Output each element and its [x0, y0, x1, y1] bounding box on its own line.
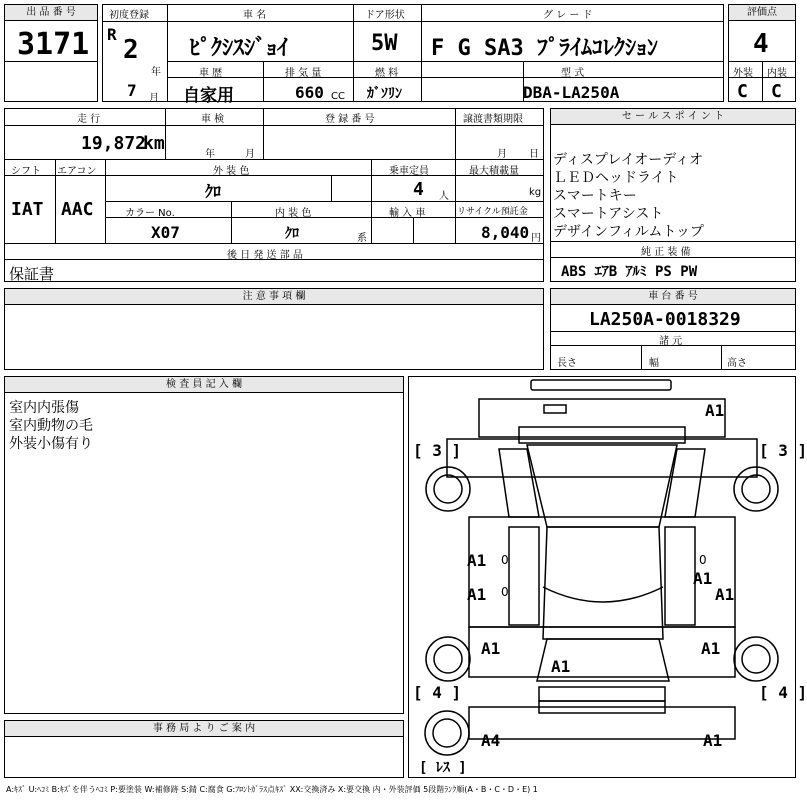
car-name: ﾋﾟｸｼｽｼﾞｮｲ	[189, 36, 289, 61]
spare-tire: [ ﾚｽ ]	[419, 760, 467, 776]
fuel-value: ｶﾞｿﾘﾝ	[367, 86, 402, 102]
capacity-unit: 人	[439, 191, 449, 202]
month-unit: 月	[149, 93, 159, 104]
damage-dot: 0	[501, 553, 509, 567]
transfer-label: 譲渡書類期限	[463, 114, 523, 125]
ac-value: AAC	[61, 199, 94, 220]
office-label: 事 務 局 よ り ご 案 内	[5, 721, 403, 737]
fuel-label: 燃 料	[375, 68, 399, 79]
score-label: 評価点	[729, 5, 795, 21]
model-value: DBA-LA250A	[523, 83, 620, 102]
grade-value: F G SA3 ﾌﾟﾗｲﾑｺﾚｸｼｮﾝ	[431, 36, 658, 61]
dims-label: 諸 元	[659, 336, 683, 347]
damage-diagram	[408, 376, 807, 778]
lot-label: 出 品 番 号	[5, 5, 97, 21]
tire-rear-right: [ 4 ]	[759, 683, 807, 702]
capacity-value: 4	[413, 179, 424, 200]
lot-box	[4, 4, 98, 102]
sales-point: ディスプレイオーディオ	[553, 152, 704, 168]
colorno-label: カラー No.	[125, 208, 175, 219]
load-unit: kg	[529, 187, 542, 198]
tire-front-left: [ 3 ]	[413, 441, 462, 460]
damage-mark: A1	[715, 585, 735, 604]
chassis-label: 車 台 番 号	[551, 289, 795, 305]
grade-label: グ レ ー ド	[543, 10, 593, 21]
int-label: 内装	[767, 68, 787, 79]
damage-mark: A1	[481, 639, 501, 658]
chassis-number: LA250A-0018329	[589, 309, 741, 330]
color-label: 外 装 色	[213, 166, 250, 177]
height-label: 高さ	[727, 358, 747, 369]
load-label: 最大積載量	[469, 166, 519, 177]
insp-month-unit: 月	[245, 149, 255, 160]
regno-label: 登 録 番 号	[325, 114, 375, 125]
transfer-day-unit: 日	[529, 149, 539, 160]
inspector-line: 外装小傷有り	[9, 436, 93, 452]
ac-label: エアコン	[57, 166, 97, 177]
damage-dot: 0	[699, 553, 707, 567]
damage-mark: A1	[467, 585, 487, 604]
damage-mark: A4	[481, 731, 501, 750]
spec-block	[4, 108, 544, 282]
model-label: 型 式	[561, 68, 585, 79]
recycle-unit: 円	[531, 233, 541, 244]
shift-label: シフト	[11, 166, 41, 177]
office-box	[4, 720, 404, 778]
notes-label: 注 意 事 項 欄	[5, 289, 543, 305]
ext-value: C	[737, 81, 748, 102]
damage-dot: 0	[501, 585, 509, 599]
damage-mark: A1	[703, 731, 723, 750]
sales-point: デザインフィルムトップ	[553, 224, 704, 240]
displacement-label: 排 気 量	[285, 68, 322, 79]
ext-label: 外装	[733, 68, 753, 79]
sales-box	[550, 108, 796, 282]
shift-value: IAT	[11, 199, 44, 220]
mileage-value: 19,872	[81, 133, 147, 154]
tire-front-right: [ 3 ]	[759, 441, 807, 460]
displacement-value: 660	[295, 83, 324, 102]
sales-label: セ ー ル ス ポ イ ン ト	[551, 109, 795, 125]
inspector-line: 室内動物の毛	[9, 418, 93, 434]
recycle-value: 8,040	[481, 223, 530, 242]
legend-text: A:ｷｽﾞ U:ﾍｺﾐ B:ｷｽﾞを伴うﾍｺﾐ P:要塗装 W:補修跡 S:錆 C:腐食 G:ﾌﾛﾝﾄｶﾞﾗｽ点ｷｽﾞ XX:交換済み X:要交換 内・外装評価 5段階ﾗﾝｸ順(A・B・C・D・E) 1	[6, 785, 538, 794]
insp-year-unit: 年	[205, 149, 215, 160]
equip-label: 純 正 装 備	[641, 247, 691, 258]
year-unit: 年	[151, 67, 161, 78]
interior-value: ｸﾛ	[285, 226, 299, 242]
main-header-box	[102, 4, 724, 106]
length-label: 長さ	[557, 358, 577, 369]
mileage-unit: km	[143, 133, 165, 154]
mileage-label: 走 行	[77, 114, 101, 125]
damage-mark: A1	[705, 401, 725, 420]
inspection-label: 車 検	[201, 114, 225, 125]
history-label: 車 歴	[199, 68, 223, 79]
import-label: 輸 入 車	[389, 208, 426, 219]
displacement-unit: CC	[331, 91, 345, 102]
width-label: 幅	[649, 358, 659, 369]
reg-year: 2	[123, 35, 139, 65]
interior-unit: 系	[357, 233, 367, 244]
name-label: 車 名	[243, 10, 267, 21]
delivery-label: 後 日 発 送 部 品	[227, 250, 303, 261]
chassis-box	[550, 288, 796, 370]
delivery-value: 保証書	[9, 265, 55, 283]
transfer-month-unit: 月	[497, 149, 507, 160]
inspector-label: 検 査 員 記 入 欄	[5, 377, 403, 393]
door-value: 5W	[371, 31, 398, 56]
damage-mark: A1	[467, 551, 487, 570]
history-value: 自家用	[183, 86, 234, 106]
capacity-label: 乗車定員	[389, 166, 429, 177]
damage-mark: A1	[701, 639, 721, 658]
recycle-label: リサイクル預託金	[457, 207, 528, 217]
inspector-box	[4, 376, 404, 714]
lot-number: 3171	[17, 27, 90, 62]
sales-point: スマートキー	[553, 188, 637, 204]
reg-month: 7	[127, 81, 137, 100]
sales-point: スマートアシスト	[553, 206, 664, 222]
reg-label: 初度登録	[109, 10, 149, 21]
equip-value: ABS ｴｱB ｱﾙﾐ PS PW	[561, 264, 698, 280]
car-outline	[409, 377, 795, 777]
sales-point: ＬＥＤヘッドライト	[553, 170, 679, 186]
score-box	[728, 4, 796, 102]
color-value: ｸﾛ	[205, 182, 222, 201]
notes-box	[4, 288, 544, 370]
colorno-value: X07	[151, 223, 180, 242]
tire-rear-left: [ 4 ]	[413, 683, 462, 702]
score-value: 4	[753, 29, 769, 59]
door-label: ドア形状	[365, 10, 405, 21]
interior-label: 内 装 色	[275, 208, 312, 219]
damage-mark: A1	[693, 569, 713, 588]
damage-mark: A1	[551, 657, 571, 676]
inspector-line: 室内内張傷	[9, 400, 79, 416]
reg-era: R	[107, 25, 117, 44]
int-value: C	[771, 81, 782, 102]
